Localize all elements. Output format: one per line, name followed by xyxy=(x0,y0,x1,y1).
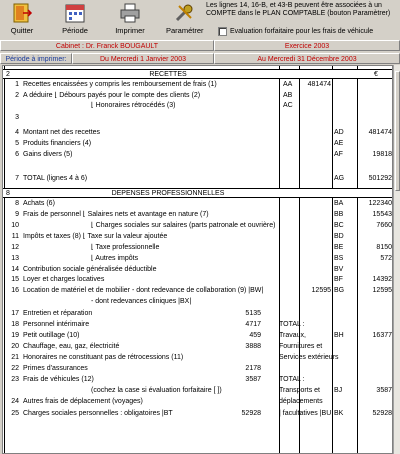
line-code: BH xyxy=(334,332,344,339)
table-row xyxy=(3,128,393,138)
amount-cell[interactable]: 3587 xyxy=(376,387,392,394)
line-code: AD xyxy=(334,129,344,136)
line-label: - dont redevances cliniques |BX| xyxy=(91,298,192,305)
subtotal-label: Fournitures et xyxy=(279,343,323,350)
amount-cell[interactable]: 7660 xyxy=(376,222,392,229)
section-title: RECETTES xyxy=(149,71,187,78)
table-row xyxy=(3,243,393,253)
period-print-label: Période à imprimer: xyxy=(0,53,72,64)
line-code: AA xyxy=(283,81,293,88)
amount-cell[interactable]: 122340 xyxy=(368,200,392,207)
line-label: ⌊ Honoraires rétrocédés (3) xyxy=(91,102,176,109)
line-label: Produits financiers (4) xyxy=(23,140,92,147)
table-row xyxy=(3,113,393,123)
line-code: BK xyxy=(334,410,344,417)
quit-button[interactable] xyxy=(4,2,40,38)
amount-cell[interactable]: 5135 xyxy=(245,310,261,317)
settings-label: Paramétrer xyxy=(166,26,204,35)
line-code: AE xyxy=(334,140,344,147)
line-label: Charges sociales personnelles : obligatoires |BT xyxy=(23,410,173,417)
vehicle-forfait-checkbox[interactable] xyxy=(218,27,227,36)
line-code: BC xyxy=(334,222,344,229)
settings-button[interactable] xyxy=(166,2,202,38)
line-label: Primes d'assurances xyxy=(23,365,88,372)
line-label: ⌊ Taxe professionnelle xyxy=(91,244,160,251)
scrollbar-thumb[interactable] xyxy=(395,71,400,191)
line-label: TOTAL (lignes 4 à 6) xyxy=(23,175,88,182)
table-row xyxy=(3,286,393,296)
line-label: Entretien et réparation xyxy=(23,310,93,317)
table-row xyxy=(3,254,393,264)
line-code: BA xyxy=(334,200,344,207)
line-label: Location de matériel et de mobilier - dont redevance de collaboration (9) |BW| xyxy=(23,287,264,294)
table-row xyxy=(3,174,393,184)
amount-cell[interactable]: 2178 xyxy=(245,365,261,372)
calendar-icon xyxy=(64,2,86,24)
table-row xyxy=(3,309,393,319)
vertical-scrollbar[interactable] xyxy=(393,65,400,454)
line-code: BB xyxy=(334,211,344,218)
subtotal-label: Transports et xyxy=(279,387,320,394)
table-row xyxy=(3,91,393,101)
line-number: 1 xyxy=(15,81,19,88)
table-row xyxy=(3,353,393,363)
line-code: AG xyxy=(334,175,345,182)
amount-cell[interactable]: 481474 xyxy=(368,129,392,136)
amount-cell[interactable]: 4717 xyxy=(245,321,261,328)
line-code: BF xyxy=(334,276,343,283)
table-row xyxy=(3,210,393,220)
print-button[interactable] xyxy=(112,2,148,38)
line-label: ⌊ Charges sociales sur salaires (parts patronale et ouvrière) xyxy=(91,222,276,229)
plan-comptable-note: Les lignes 14, 16-B, et 43-B peuvent être associées à un COMPTE dans le PLAN COMPTABLE (bouton Paramètrer) xyxy=(206,2,391,17)
line-label: Frais de personnel ⌊ Salaires nets et avantage en nature (7) xyxy=(23,211,209,218)
quit-label: Quitter xyxy=(10,26,34,35)
line-label: Impôts et taxes (8) ⌊ Taxe sur la valeur ajoutée xyxy=(23,233,168,240)
amount-cell[interactable]: 19818 xyxy=(372,151,392,158)
subtotal-label: Services extérieurs xyxy=(279,354,339,361)
table-row xyxy=(3,342,393,352)
exercise-year: Exercice 2003 xyxy=(214,40,400,51)
amount-cell[interactable]: 3587 xyxy=(245,376,261,383)
amount-cell[interactable]: 3888 xyxy=(245,343,261,350)
line-number: 8 xyxy=(15,200,19,207)
table-row xyxy=(3,375,393,385)
line-number: 11 xyxy=(11,233,19,240)
amount-cell[interactable]: 52928 xyxy=(372,410,392,417)
section-number: 8 xyxy=(6,190,10,197)
line-code: BV xyxy=(334,266,344,273)
line-number: 6 xyxy=(15,151,19,158)
currency-label: € xyxy=(374,71,378,78)
line-label: Montant net des recettes xyxy=(23,129,101,136)
table-row xyxy=(3,364,393,374)
declaration-grid xyxy=(2,65,393,454)
line-number: 7 xyxy=(15,175,19,182)
line-number: 9 xyxy=(15,211,19,218)
line-number: 12 xyxy=(11,244,19,251)
line-number: 10 xyxy=(11,222,19,229)
line-number: 20 xyxy=(11,343,19,350)
section-number: 2 xyxy=(6,71,10,78)
amount-cell[interactable]: 8150 xyxy=(376,244,392,251)
amount-cell[interactable]: 459 xyxy=(249,332,261,339)
amount-cell[interactable]: 16377 xyxy=(372,332,392,339)
line-number: 19 xyxy=(11,332,19,339)
line-code: BJ xyxy=(334,387,343,394)
tools-icon xyxy=(173,2,195,24)
line-label: Chauffage, eau, gaz, électricité xyxy=(23,343,120,350)
period-label: Période xyxy=(62,26,88,35)
toolbar xyxy=(0,0,400,40)
line-number: 22 xyxy=(11,365,19,372)
line-label: ⌊ Autres impôts xyxy=(91,255,139,262)
line-number: 3 xyxy=(15,114,19,121)
table-row xyxy=(3,320,393,330)
printer-icon xyxy=(119,2,141,24)
amount-cell[interactable]: 501292 xyxy=(368,175,392,182)
line-code: AC xyxy=(283,102,293,109)
table-row xyxy=(3,397,393,407)
line-number: 2 xyxy=(15,92,19,99)
table-row xyxy=(3,150,393,160)
exit-door-icon xyxy=(11,2,33,24)
cabinet-row xyxy=(0,40,400,51)
amount-cell[interactable]: 12595 xyxy=(311,287,331,294)
line-number: 18 xyxy=(11,321,19,328)
line-label: Loyer et charges locatives xyxy=(23,276,105,283)
table-row xyxy=(3,221,393,231)
line-number: 23 xyxy=(11,376,19,383)
amount-cell[interactable]: 52928 xyxy=(241,410,261,417)
table-row xyxy=(3,275,393,285)
print-label: Imprimer xyxy=(115,26,145,35)
amount-cell[interactable]: 481474 xyxy=(307,81,331,88)
line-label: Honoraires ne constituant pas de rétrocessions (11) xyxy=(23,354,184,361)
table-row xyxy=(3,409,393,419)
section-title: DEPENSES PROFESSIONNELLES xyxy=(111,190,225,197)
amount-cell[interactable]: 15543 xyxy=(372,211,392,218)
table-row xyxy=(3,199,393,209)
period-row xyxy=(0,53,400,64)
table-row xyxy=(3,297,393,307)
table-row xyxy=(3,162,393,172)
line-number: 5 xyxy=(15,140,19,147)
line-code: BS xyxy=(334,255,344,262)
line-code: AF xyxy=(334,151,343,158)
line-label: Recettes encaissées y compris les remboursement de frais (1) xyxy=(23,81,217,88)
table-row xyxy=(3,232,393,242)
subtotal-label: déplacements xyxy=(279,398,323,405)
line-number: 13 xyxy=(11,255,19,262)
line-label: Gains divers (5) xyxy=(23,151,73,158)
amount-cell[interactable]: 14392 xyxy=(372,276,392,283)
table-row xyxy=(3,331,393,341)
period-button[interactable] xyxy=(57,2,93,38)
subtotal-label: | facultatives |BU xyxy=(279,410,332,417)
table-row xyxy=(3,101,393,111)
period-to[interactable]: Au Mercredi 31 Décembre 2003 xyxy=(214,53,400,64)
line-label: Petit outillage (10) xyxy=(23,332,80,339)
table-row xyxy=(3,139,393,149)
line-label: Contribution sociale généralisée déductible xyxy=(23,266,157,273)
table-row xyxy=(3,386,393,396)
line-code: BE xyxy=(334,244,344,251)
line-code: AB xyxy=(283,92,293,99)
line-number: 16 xyxy=(11,287,19,294)
table-row xyxy=(3,80,393,90)
line-number: 15 xyxy=(11,276,19,283)
line-code: BD xyxy=(334,233,344,240)
table-row xyxy=(3,265,393,275)
subtotal-label: Travaux, xyxy=(279,332,306,339)
line-label: Autres frais de déplacement (voyages) xyxy=(23,398,143,405)
section-header-recettes xyxy=(3,69,393,79)
line-label: Frais de véhicules (12) xyxy=(23,376,94,383)
vehicle-forfait-option[interactable] xyxy=(218,26,398,36)
line-number: 24 xyxy=(11,398,19,405)
line-label: Achats (6) xyxy=(23,200,55,207)
line-number: 25 xyxy=(11,410,19,417)
line-number: 17 xyxy=(11,310,19,317)
line-number: 4 xyxy=(15,129,19,136)
line-label: (cochez la case si évaluation forfaitaire [ ]) xyxy=(91,387,222,394)
section-header-depenses xyxy=(3,188,393,198)
amount-cell[interactable]: 12595 xyxy=(372,287,392,294)
subtotal-label: TOTAL : xyxy=(279,376,305,383)
amount-cell[interactable]: 572 xyxy=(380,255,392,262)
line-label: Personnel intérimaire xyxy=(23,321,90,328)
line-number: 21 xyxy=(11,354,19,361)
line-number: 14 xyxy=(11,266,19,273)
cabinet-name: Cabinet : Dr. Franck BOUGAULT xyxy=(0,40,214,51)
subtotal-label: TOTAL : xyxy=(279,321,305,328)
period-from[interactable]: Du Mercredi 1 Janvier 2003 xyxy=(72,53,214,64)
line-code: BG xyxy=(334,287,345,294)
vehicle-forfait-label: Evaluation forfaitaire pour les frais de véhicule xyxy=(230,27,374,35)
line-label: A déduire ⌊ Débours payés pour le compte des clients (2) xyxy=(23,92,201,99)
